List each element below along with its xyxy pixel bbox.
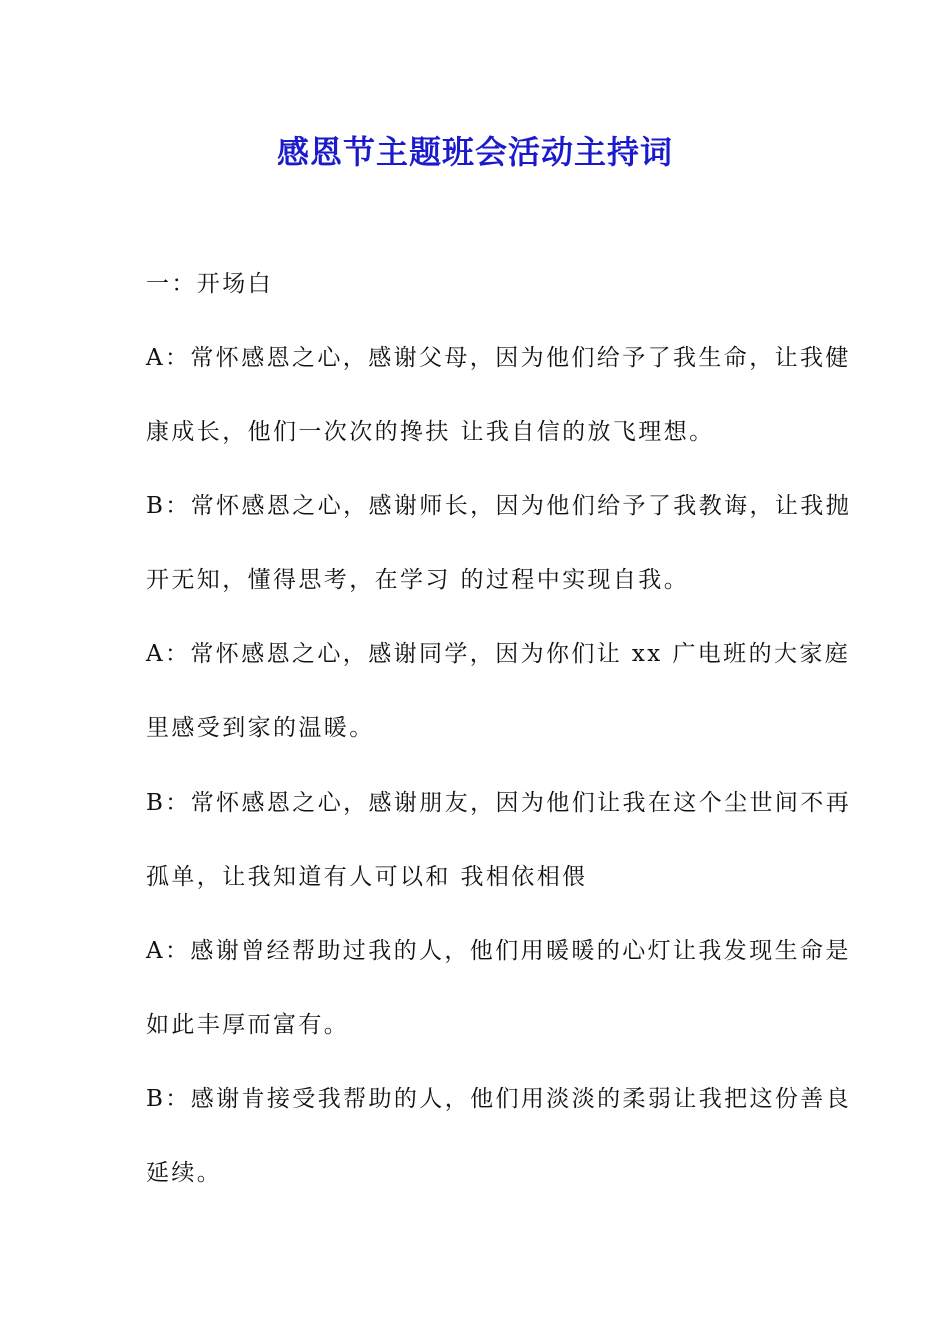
paragraph-line: 如此丰厚而富有。: [146, 1012, 350, 1038]
document-title: 感恩节主题班会活动主持词: [276, 133, 673, 171]
paragraph-line: 孤单，让我知道有人可以和 我相依相偎: [146, 864, 588, 890]
paragraph-line: B：常怀感恩之心，感谢朋友，因为他们让我在这个尘世间不再: [146, 790, 852, 816]
paragraph-line: 延续。: [146, 1160, 223, 1186]
paragraph-line: B：感谢肯接受我帮助的人，他们用淡淡的柔弱让我把这份善良: [146, 1086, 852, 1112]
paragraph-line: 开无知，懂得思考，在学习 的过程中实现自我。: [146, 567, 690, 593]
paragraph-line: A：常怀感恩之心，感谢同学，因为你们让 xx 广电班的大家庭: [146, 641, 851, 667]
paragraph-line: A：常怀感恩之心，感谢父母，因为他们给予了我生命，让我健: [146, 345, 851, 371]
section-heading: 一：开场白: [146, 271, 273, 297]
paragraph-line: A：感谢曾经帮助过我的人，他们用暖暖的心灯让我发现生命是: [146, 938, 851, 964]
paragraph-line: B：常怀感恩之心，感谢师长，因为他们给予了我教诲，让我抛: [146, 493, 852, 519]
paragraph-line: 康成长，他们一次次的搀扶 让我自信的放飞理想。: [146, 419, 715, 445]
paragraph-line: 里感受到家的温暖。: [146, 715, 375, 741]
